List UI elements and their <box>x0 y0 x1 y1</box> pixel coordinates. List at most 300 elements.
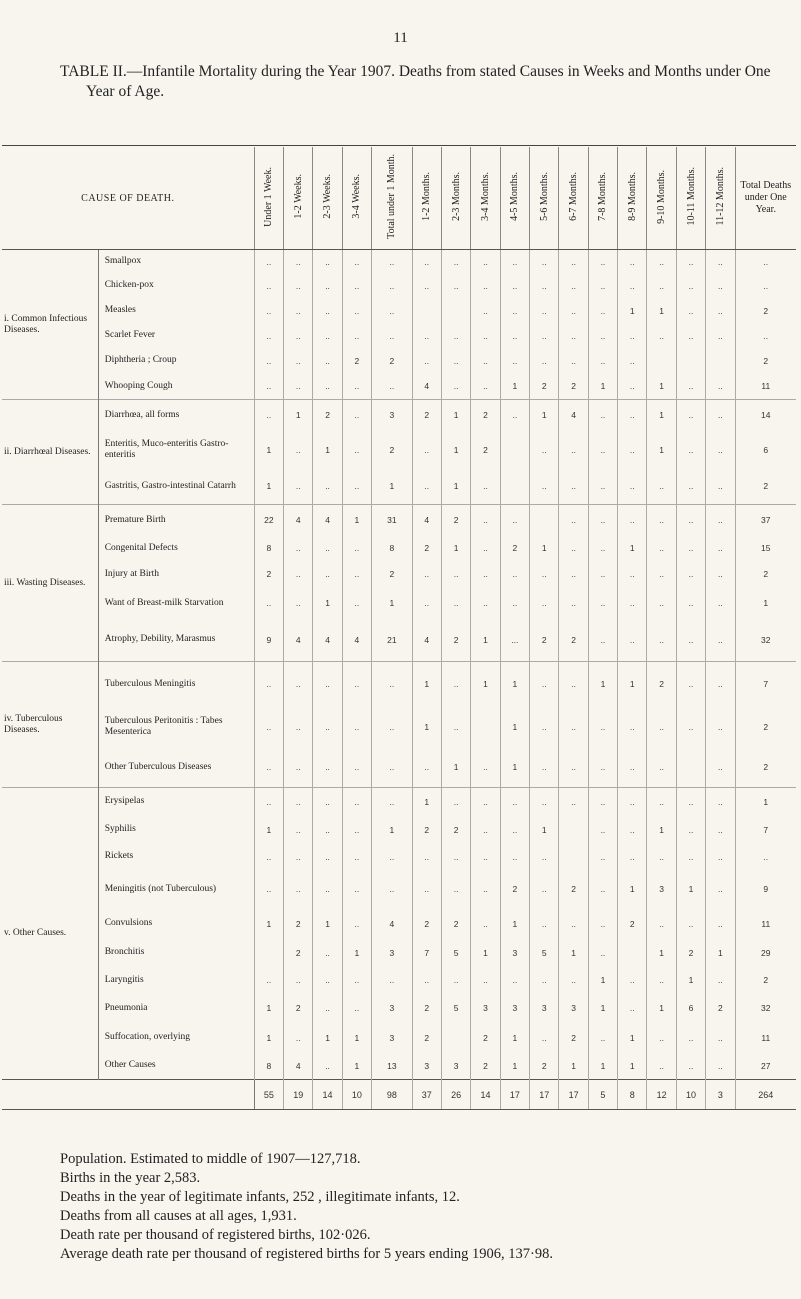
table-cell: .. <box>254 870 283 909</box>
table-cell: 1 <box>441 748 470 788</box>
table-cell: .. <box>559 324 588 348</box>
table-cell: .. <box>441 967 470 994</box>
total-cell: 264 <box>735 1080 796 1110</box>
table-cell: .. <box>706 844 735 870</box>
table-cell: .. <box>342 431 371 469</box>
table-cell: .. <box>618 469 647 505</box>
table-cell: 3 <box>441 1053 470 1080</box>
table-cell: .. <box>618 274 647 298</box>
table-cell: .. <box>342 536 371 561</box>
table-cell: .. <box>412 469 441 505</box>
cause-label: Laryngitis <box>98 967 254 994</box>
table-cell: 1 <box>500 662 529 707</box>
column-header-label: 9-10 Months. <box>656 169 668 224</box>
table-cell <box>441 1023 470 1053</box>
table-cell: .. <box>588 788 617 816</box>
table-cell: 1 <box>647 298 676 324</box>
cause-label: Congenital Defects <box>98 536 254 561</box>
table-cell: 1 <box>412 662 441 707</box>
table-cell: 2 <box>530 619 559 662</box>
table-cell: .. <box>676 619 705 662</box>
table-cell: 2 <box>763 722 769 732</box>
table-cell: 4 <box>412 374 441 400</box>
table-cell: .. <box>471 348 500 374</box>
table-cell: .. <box>706 250 735 274</box>
table-cell: .. <box>471 505 500 536</box>
table-cell: .. <box>530 588 559 619</box>
table-cell: .. <box>647 505 676 536</box>
table-cell: 2 <box>763 355 769 366</box>
table-cell: .. <box>441 870 470 909</box>
table-cell: .. <box>706 748 735 788</box>
column-header: Total Deaths under One Year. <box>735 147 796 250</box>
table-cell: 22 <box>254 505 283 536</box>
table-row <box>2 748 796 788</box>
table-cell <box>471 707 500 748</box>
table-cell: .. <box>647 469 676 505</box>
table-cell: 3 <box>372 1023 413 1053</box>
table-cell: .. <box>284 374 313 400</box>
table-cell: .. <box>676 588 705 619</box>
table-cell: .. <box>254 348 283 374</box>
table-cell: .. <box>471 844 500 870</box>
table-cell <box>706 348 735 374</box>
table-cell: 4 <box>372 909 413 939</box>
table-cell: .. <box>313 816 342 844</box>
table-cell: .. <box>342 909 371 939</box>
cause-label: Scarlet Fever <box>98 324 254 348</box>
table-cell: 3 <box>372 939 413 967</box>
table-cell: .. <box>313 939 342 967</box>
table-cell: .. <box>254 324 283 348</box>
table-cell: .. <box>412 870 441 909</box>
table-cell: 1 <box>471 939 500 967</box>
table-cell: .. <box>618 588 647 619</box>
table-cell: .. <box>676 844 705 870</box>
column-header <box>284 147 313 250</box>
table-cell: .. <box>500 967 529 994</box>
table-cell: 1 <box>441 469 470 505</box>
table-cell: 4 <box>313 619 342 662</box>
group-label: ii. Diarrhœal Diseases. <box>2 400 98 505</box>
table-cell: .. <box>706 967 735 994</box>
table-cell: 1 <box>313 431 342 469</box>
column-header <box>647 147 676 250</box>
table-cell: .. <box>284 1023 313 1053</box>
table-cell: .. <box>313 870 342 909</box>
column-header-label: 2-3 Months. <box>450 172 462 221</box>
total-cell: 98 <box>372 1080 413 1110</box>
table-cell: .. <box>706 816 735 844</box>
table-cell: .. <box>372 274 413 298</box>
table-cell: .. <box>372 662 413 707</box>
table-cell: .. <box>647 274 676 298</box>
table-row <box>2 374 796 400</box>
table-cell: .. <box>618 431 647 469</box>
table-cell: 4 <box>284 505 313 536</box>
table-cell: .. <box>530 324 559 348</box>
table-cell: 31 <box>372 505 413 536</box>
table-cell: .. <box>530 469 559 505</box>
table-cell: .. <box>313 994 342 1023</box>
table-row <box>2 561 796 588</box>
column-header <box>530 147 559 250</box>
table-cell: .. <box>676 324 705 348</box>
table-cell: 2 <box>647 662 676 707</box>
table-cell: 2 <box>372 348 413 374</box>
table-cell: 1 <box>372 469 413 505</box>
table-cell: .. <box>500 505 529 536</box>
table-cell: .. <box>342 469 371 505</box>
table-cell: .. <box>647 909 676 939</box>
table-cell: .. <box>588 588 617 619</box>
table-cell: .. <box>706 588 735 619</box>
total-cell: 26 <box>441 1080 470 1110</box>
table-cell: 1 <box>284 400 313 431</box>
group-label: i. Common Infectious Diseases. <box>4 313 88 335</box>
table-cell: .. <box>676 561 705 588</box>
total-cell: 8 <box>618 1080 647 1110</box>
table-cell: .. <box>647 588 676 619</box>
table-row <box>2 469 796 505</box>
table-cell: 6 <box>763 444 769 455</box>
table-cell: 1 <box>254 909 283 939</box>
table-cell: .. <box>342 844 371 870</box>
table-cell: 5 <box>441 994 470 1023</box>
table-cell: 2 <box>284 939 313 967</box>
table-cell: .. <box>676 298 705 324</box>
cause-label: Other Tuberculous Diseases <box>98 748 254 788</box>
table-cell: .. <box>588 431 617 469</box>
table-cell: 2 <box>441 816 470 844</box>
table-cell: .. <box>530 348 559 374</box>
table-cell: .. <box>588 400 617 431</box>
table-cell: .. <box>588 909 617 939</box>
table-cell: 1 <box>254 431 283 469</box>
cause-label: Other Causes <box>98 1053 254 1080</box>
column-header-label: 11-12 Months. <box>714 167 726 226</box>
table-cell: .. <box>284 274 313 298</box>
table-cell: .. <box>471 324 500 348</box>
table-cell: .. <box>676 431 705 469</box>
table-cell: .. <box>559 561 588 588</box>
table-cell: .. <box>254 967 283 994</box>
table-cell: .. <box>500 816 529 844</box>
table-cell: 1 <box>342 505 371 536</box>
table-cell: .. <box>342 298 371 324</box>
table-cell: .. <box>500 561 529 588</box>
table-cell: .. <box>471 250 500 274</box>
table-cell: .. <box>647 324 676 348</box>
table-cell: .. <box>500 348 529 374</box>
table-cell: .. <box>500 788 529 816</box>
table-cell: .. <box>284 816 313 844</box>
table-cell: .. <box>471 967 500 994</box>
table-cell: .. <box>676 250 705 274</box>
total-cell: 3 <box>706 1080 735 1110</box>
table-cell: 1 <box>500 374 529 400</box>
table-cell <box>441 298 470 324</box>
average-rate-note: Average death rate per thousand of registered births for 5 years ending 1906, 137·98. <box>60 1246 553 1262</box>
table-cell: .. <box>706 536 735 561</box>
table-cell <box>530 505 559 536</box>
table-cell: 2 <box>254 561 283 588</box>
table-cell: .. <box>588 844 617 870</box>
table-cell: 2 <box>372 561 413 588</box>
table-cell: .. <box>588 939 617 967</box>
table-cell: 2 <box>559 1023 588 1053</box>
table-cell: 1 <box>588 374 617 400</box>
column-header-label: 1-2 Weeks. <box>292 174 304 219</box>
table-row <box>2 400 796 431</box>
table-cell: 1 <box>530 400 559 431</box>
table-cell: 3 <box>471 994 500 1023</box>
cause-label: Syphilis <box>98 816 254 844</box>
table-row <box>2 939 796 967</box>
table-cell: 1 <box>530 816 559 844</box>
column-header-label: 10-11 Months. <box>685 167 697 226</box>
table-cell <box>676 748 705 788</box>
table-row <box>2 505 796 536</box>
table-cell: .. <box>618 967 647 994</box>
table-cell: 1 <box>372 816 413 844</box>
table-cell: .. <box>530 431 559 469</box>
table-cell: .. <box>647 788 676 816</box>
infant-deaths-note: Deaths in the year of legitimate infants, 252 , illegitimate infants, 12. <box>60 1189 460 1205</box>
table-cell: .. <box>412 967 441 994</box>
table-cell: .. <box>559 536 588 561</box>
column-header <box>559 147 588 250</box>
table-cell: .. <box>313 967 342 994</box>
table-cell: .. <box>706 431 735 469</box>
table-cell: .. <box>441 348 470 374</box>
table-cell: .. <box>559 662 588 707</box>
table-cell: 15 <box>761 543 771 553</box>
column-header <box>254 147 283 250</box>
column-header <box>441 147 470 250</box>
table-cell: .. <box>441 374 470 400</box>
table-cell: .. <box>706 561 735 588</box>
table-cell: .. <box>588 561 617 588</box>
table-cell: .. <box>372 967 413 994</box>
table-cell: .. <box>618 619 647 662</box>
table-cell: .. <box>530 967 559 994</box>
table-cell: .. <box>254 374 283 400</box>
table-cell: 3 <box>530 994 559 1023</box>
table-cell: .. <box>471 274 500 298</box>
table-cell: 1 <box>254 994 283 1023</box>
table-cell: 1 <box>588 1053 617 1080</box>
table-cell: .. <box>284 870 313 909</box>
cause-label: Suffocation, overlying <box>98 1023 254 1053</box>
table-cell: 4 <box>284 619 313 662</box>
table-cell: .. <box>284 748 313 788</box>
table-cell: .. <box>313 348 342 374</box>
table-cell: 2 <box>763 481 769 492</box>
table-cell: 3 <box>372 994 413 1023</box>
table-row <box>2 788 796 816</box>
column-header-label: 3-4 Months. <box>479 172 491 221</box>
table-row <box>2 298 796 324</box>
table-cell: .. <box>313 561 342 588</box>
table-cell: .. <box>471 588 500 619</box>
table-cell: .. <box>313 788 342 816</box>
total-cell: 17 <box>559 1080 588 1110</box>
group-label: iv. Tuberculous Diseases. <box>2 662 98 788</box>
table-cell: 2 <box>372 431 413 469</box>
table-cell: 1 <box>735 788 796 816</box>
table-cell: 1 <box>342 1053 371 1080</box>
cause-label: Chicken-pox <box>98 274 254 298</box>
table-cell: .. <box>412 431 441 469</box>
table-cell <box>500 469 529 505</box>
cause-label: Tuberculous Peritonitis : Tabes Mesenterica <box>98 707 254 748</box>
table-cell: .. <box>618 748 647 788</box>
total-cell: 17 <box>500 1080 529 1110</box>
table-cell: .. <box>471 788 500 816</box>
table-cell: 37 <box>735 505 796 536</box>
table-cell: 2 <box>559 870 588 909</box>
table-cell: 2 <box>441 505 470 536</box>
table-cell: .. <box>412 588 441 619</box>
table-cell: .. <box>471 909 500 939</box>
table-cell: 1 <box>530 536 559 561</box>
table-cell: .. <box>706 374 735 400</box>
table-row <box>2 816 796 844</box>
table-cell: .. <box>412 274 441 298</box>
table-cell: .. <box>559 298 588 324</box>
table-cell: .. <box>706 469 735 505</box>
table-cell: 1 <box>706 939 735 967</box>
cause-label: Diphtheria ; Croup <box>98 348 254 374</box>
table-cell: .. <box>530 561 559 588</box>
table-cell: 1 <box>500 1053 529 1080</box>
table-cell: .. <box>647 1053 676 1080</box>
table-cell: .. <box>618 374 647 400</box>
cause-of-death-header: CAUSE OF DEATH. <box>2 147 254 250</box>
table-cell: .. <box>313 1053 342 1080</box>
table-cell: .. <box>559 348 588 374</box>
table-cell: .. <box>342 250 371 274</box>
column-header <box>618 147 647 250</box>
table-cell: 1 <box>618 662 647 707</box>
table-cell: .. <box>254 298 283 324</box>
table-cell: 3 <box>647 870 676 909</box>
table-cell: .. <box>588 536 617 561</box>
column-header-label: 4-5 Months. <box>509 172 521 221</box>
table-cell: .. <box>500 324 529 348</box>
table-cell: .. <box>618 348 647 374</box>
table-cell: 21 <box>372 619 413 662</box>
table-cell: .. <box>559 748 588 788</box>
table-row <box>2 324 796 348</box>
table-cell: .. <box>342 788 371 816</box>
table-cell: 1 <box>647 431 676 469</box>
table-cell: 1 <box>500 707 529 748</box>
column-header <box>676 147 705 250</box>
table-cell: .. <box>618 788 647 816</box>
table-cell: 1 <box>500 748 529 788</box>
table-cell: 1 <box>618 536 647 561</box>
table-cell: 2 <box>342 348 371 374</box>
table-cell: .. <box>676 505 705 536</box>
table-cell: .. <box>706 1053 735 1080</box>
table-cell: .. <box>647 250 676 274</box>
total-cell: 37 <box>412 1080 441 1110</box>
table-cell: 2 <box>706 994 735 1023</box>
table-cell: .. <box>254 748 283 788</box>
cause-label: Enteritis, Muco-enteritis Gastro-enteritis <box>98 431 254 469</box>
table-cell: 1 <box>254 1023 283 1053</box>
table-cell: .. <box>412 250 441 274</box>
table-cell: 2 <box>500 536 529 561</box>
table-cell: .. <box>588 619 617 662</box>
table-cell: .. <box>763 851 769 862</box>
table-cell <box>618 939 647 967</box>
table-cell: 2 <box>412 536 441 561</box>
table-cell: 1 <box>313 909 342 939</box>
table-cell: 32 <box>761 1003 771 1013</box>
table-cell: .. <box>342 967 371 994</box>
table-cell: .. <box>618 250 647 274</box>
column-header <box>412 147 441 250</box>
table-cell: 1 <box>471 619 500 662</box>
table-row <box>2 1023 796 1053</box>
table-cell: .. <box>706 870 735 909</box>
table-cell: .. <box>284 707 313 748</box>
table-cell: .. <box>559 469 588 505</box>
table-cell: .. <box>559 707 588 748</box>
table-cell: .. <box>284 662 313 707</box>
table-cell: .. <box>676 788 705 816</box>
table-cell: 2 <box>763 569 769 579</box>
table-cell: 2 <box>412 816 441 844</box>
column-header <box>500 147 529 250</box>
table-cell: .. <box>254 400 283 431</box>
table-cell: .. <box>284 298 313 324</box>
table-cell: .. <box>254 844 283 870</box>
table-cell: .. <box>618 816 647 844</box>
table-cell: .. <box>559 505 588 536</box>
table-cell: .. <box>618 994 647 1023</box>
table-row <box>2 536 796 561</box>
table-row <box>2 250 796 274</box>
table-cell: 1 <box>372 588 413 619</box>
table-cell: .. <box>372 374 413 400</box>
table-cell: .. <box>706 707 735 748</box>
table-cell: 1 <box>500 1023 529 1053</box>
table-cell: .. <box>706 788 735 816</box>
cause-label: Whooping Cough <box>98 374 254 400</box>
table-cell: .. <box>372 324 413 348</box>
table-cell: 2 <box>618 909 647 939</box>
table-cell: .. <box>441 707 470 748</box>
table-cell: .. <box>618 324 647 348</box>
table-row <box>2 348 796 374</box>
table-cell: 7 <box>763 824 769 835</box>
footer-notes <box>60 1150 790 1264</box>
table-cell: .. <box>647 707 676 748</box>
cause-label: Gastritis, Gastro-intestinal Catarrh <box>98 469 254 505</box>
table-cell: .. <box>342 870 371 909</box>
column-header <box>342 147 371 250</box>
table-cell: .. <box>471 469 500 505</box>
table-cell: .. <box>647 1023 676 1053</box>
table-cell: 7 <box>735 662 796 707</box>
table-cell: 1 <box>647 939 676 967</box>
table-cell: .. <box>412 844 441 870</box>
table-cell: .. <box>500 588 529 619</box>
